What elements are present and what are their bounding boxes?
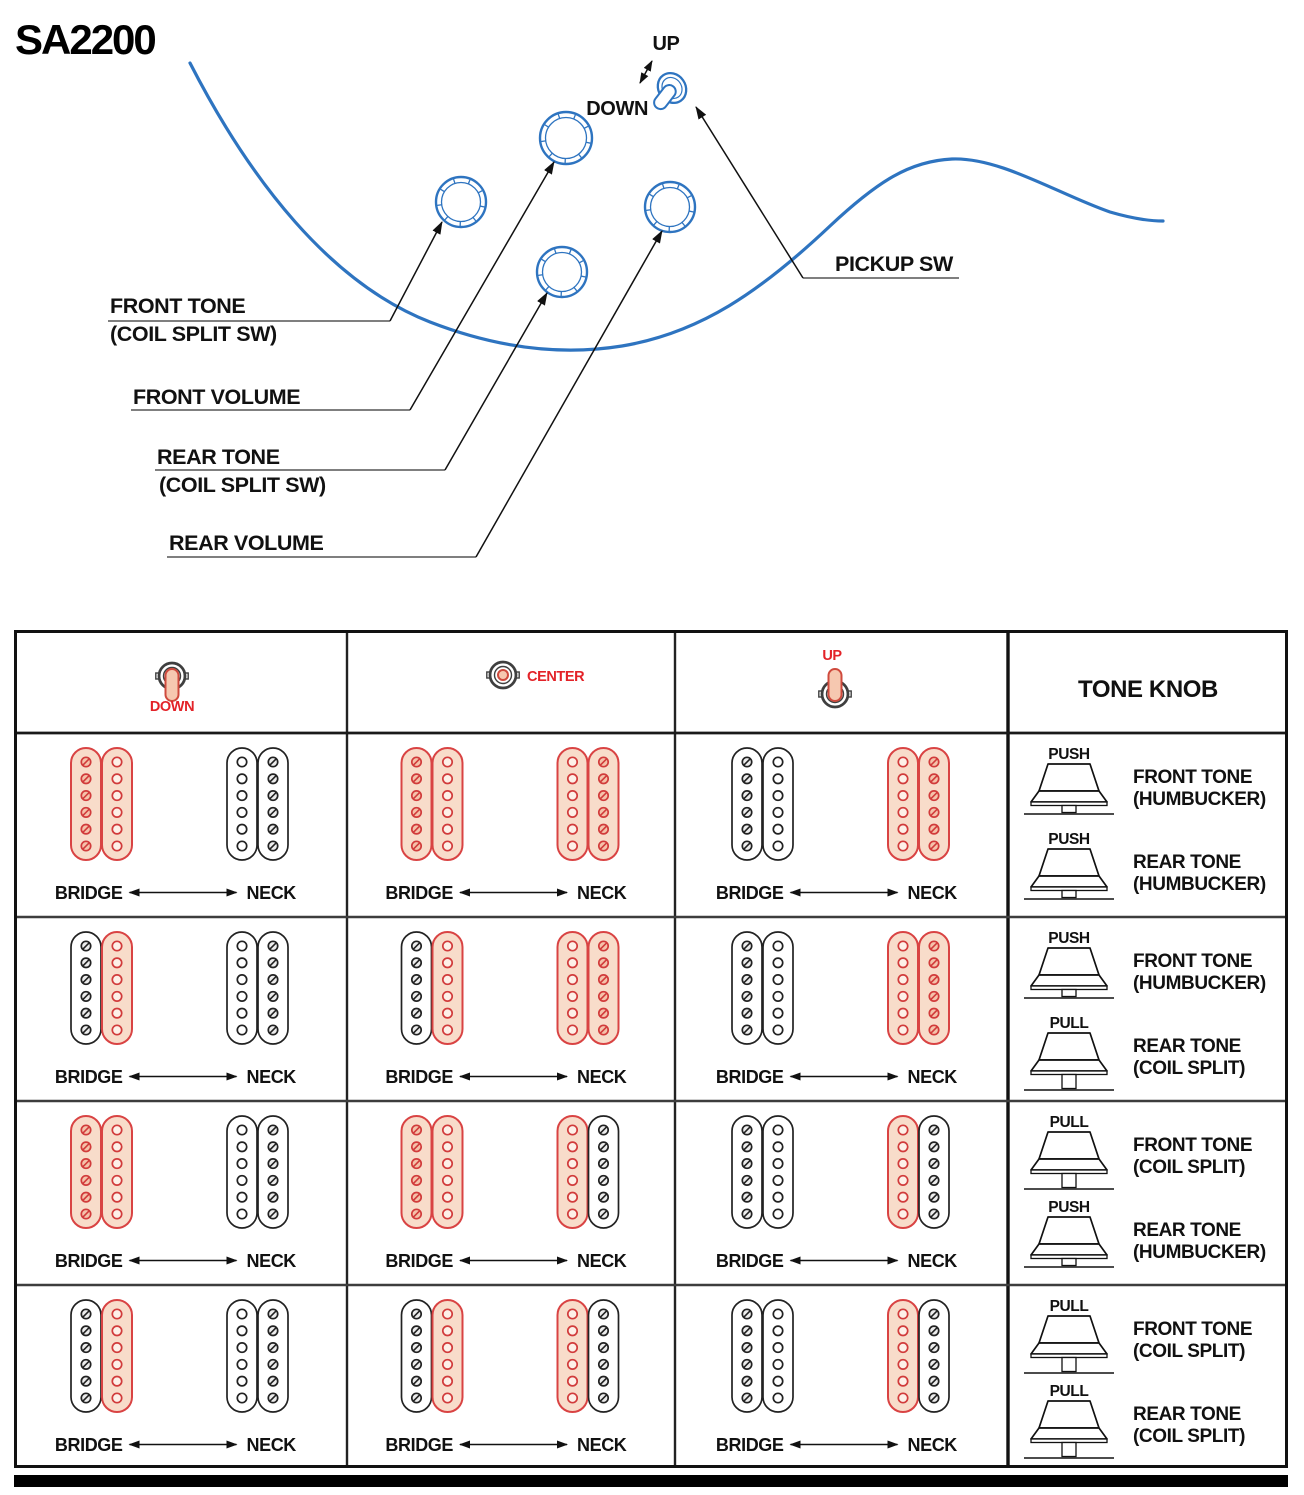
tone-action-label: PUSH — [1048, 746, 1090, 763]
bridge-pickup — [71, 1116, 132, 1228]
neck-label: NECK — [907, 1251, 957, 1271]
bridge-pickup — [402, 1300, 463, 1412]
neck-label: NECK — [577, 883, 627, 903]
neck-label: NECK — [907, 1067, 957, 1087]
rear-volume-label: REAR VOLUME — [169, 531, 324, 555]
tone-action-label: PUSH — [1048, 831, 1090, 848]
tone-action-label: PULL — [1049, 1015, 1089, 1032]
bridge-label: BRIDGE — [715, 1067, 784, 1087]
rear-tone-knob — [537, 247, 587, 297]
rear-volume-knob — [645, 182, 695, 232]
pickup-sw-label: PICKUP SW — [835, 252, 953, 276]
neck-pickup — [558, 748, 619, 860]
neck-pickup — [227, 748, 288, 860]
rear-tone-leader-line — [445, 293, 547, 470]
switch-down-label: DOWN — [586, 98, 648, 120]
tone-mode-label: (COIL SPLIT) — [1133, 1058, 1246, 1079]
header-up-label: UP — [822, 648, 842, 664]
neck-label: NECK — [577, 1067, 627, 1087]
tone-mode-label: (COIL SPLIT) — [1133, 1341, 1246, 1362]
rear-tone-label: REAR TONE — [157, 445, 280, 469]
neck-pickup — [558, 1300, 619, 1412]
tone-knob-push-icon — [1024, 764, 1114, 814]
bridge-pickup — [732, 1300, 793, 1412]
neck-label: NECK — [246, 1435, 296, 1455]
tone-mode-label: (HUMBUCKER) — [1133, 789, 1266, 810]
tone-mode-label: (COIL SPLIT) — [1133, 1426, 1246, 1447]
neck-pickup — [888, 1116, 949, 1228]
bridge-pickup — [71, 932, 132, 1044]
neck-pickup — [888, 1300, 949, 1412]
tone-action-label: PULL — [1049, 1114, 1089, 1131]
front-tone-label: FRONT TONE — [110, 294, 246, 318]
tone-name-label: FRONT TONE — [1133, 1319, 1253, 1340]
switch-up-icon — [819, 669, 851, 707]
bridge-pickup — [732, 932, 793, 1044]
bridge-pickup — [402, 1116, 463, 1228]
tone-mode-label: (COIL SPLIT) — [1133, 1157, 1246, 1178]
tone-action-label: PULL — [1049, 1383, 1089, 1400]
neck-label: NECK — [907, 1435, 957, 1455]
neck-pickup — [888, 748, 949, 860]
tone-mode-label: (HUMBUCKER) — [1133, 1242, 1266, 1263]
guitar-top-diagram — [0, 0, 1304, 627]
header-center-label: CENTER — [527, 669, 585, 685]
bridge-label: BRIDGE — [385, 1435, 453, 1455]
tone-mode-label: (HUMBUCKER) — [1133, 874, 1266, 895]
neck-pickup — [227, 1300, 288, 1412]
pickup-sw-leader-line — [696, 107, 803, 278]
tone-name-label: REAR TONE — [1133, 1036, 1241, 1057]
tone-knob-push-icon — [1024, 849, 1114, 899]
bridge-label: BRIDGE — [385, 1067, 453, 1087]
tone-name-label: REAR TONE — [1133, 1220, 1241, 1241]
header-down-label: DOWN — [149, 699, 195, 715]
tone-knob-pull-icon — [1024, 1132, 1114, 1189]
bridge-pickup — [732, 1116, 793, 1228]
front-volume-knob — [540, 112, 592, 164]
tone-action-label: PUSH — [1048, 930, 1090, 947]
bridge-label: BRIDGE — [385, 883, 453, 903]
page-title: SA2200 — [15, 16, 155, 63]
bridge-label: BRIDGE — [54, 883, 123, 903]
front-tone-leader-line — [390, 222, 442, 321]
tone-mode-label: (HUMBUCKER) — [1133, 973, 1266, 994]
bridge-label: BRIDGE — [54, 1435, 123, 1455]
bridge-pickup — [71, 1300, 132, 1412]
bridge-label: BRIDGE — [385, 1251, 453, 1271]
front-volume-label: FRONT VOLUME — [133, 385, 301, 409]
pickup-switch — [651, 68, 691, 112]
tone-action-label: PULL — [1049, 1298, 1089, 1315]
tone-name-label: FRONT TONE — [1133, 951, 1253, 972]
neck-pickup — [227, 932, 288, 1044]
bridge-label: BRIDGE — [54, 1067, 123, 1087]
switch-center-icon — [487, 662, 519, 688]
neck-pickup — [558, 1116, 619, 1228]
neck-pickup — [227, 1116, 288, 1228]
tone-knob-pull-icon — [1024, 1401, 1114, 1458]
bottom-bar — [14, 1475, 1288, 1487]
tone-knob-pull-icon — [1024, 1316, 1114, 1373]
switch-up-label: UP — [652, 33, 680, 55]
neck-label: NECK — [246, 1251, 296, 1271]
bridge-pickup — [71, 748, 132, 860]
front-tone-knob — [436, 177, 486, 227]
tone-name-label: REAR TONE — [1133, 852, 1241, 873]
bridge-pickup — [402, 932, 463, 1044]
bridge-label: BRIDGE — [54, 1251, 123, 1271]
bridge-label: BRIDGE — [715, 1435, 784, 1455]
tone-knob-header: TONE KNOB — [1078, 676, 1218, 703]
tone-knob-push-icon — [1024, 948, 1114, 998]
tone-knob-pull-icon — [1024, 1033, 1114, 1090]
up-down-arrow — [640, 61, 652, 83]
neck-label: NECK — [246, 883, 296, 903]
tone-knob-push-icon — [1024, 1217, 1114, 1267]
tone-action-label: PUSH — [1048, 1199, 1090, 1216]
neck-label: NECK — [577, 1435, 627, 1455]
bridge-pickup — [732, 748, 793, 860]
neck-label: NECK — [577, 1251, 627, 1271]
tone-name-label: REAR TONE — [1133, 1404, 1241, 1425]
bridge-label: BRIDGE — [715, 883, 784, 903]
bridge-label: BRIDGE — [715, 1251, 784, 1271]
tone-name-label: FRONT TONE — [1133, 767, 1253, 788]
bridge-pickup — [402, 748, 463, 860]
switch-down-icon — [156, 663, 188, 701]
switch-position-table — [14, 630, 1290, 1494]
neck-pickup — [888, 932, 949, 1044]
neck-label: NECK — [907, 883, 957, 903]
rear-tone-sublabel: (COIL SPLIT SW) — [159, 473, 326, 497]
neck-pickup — [558, 932, 619, 1044]
front-tone-sublabel: (COIL SPLIT SW) — [110, 322, 277, 346]
neck-label: NECK — [246, 1067, 296, 1087]
tone-name-label: FRONT TONE — [1133, 1135, 1253, 1156]
